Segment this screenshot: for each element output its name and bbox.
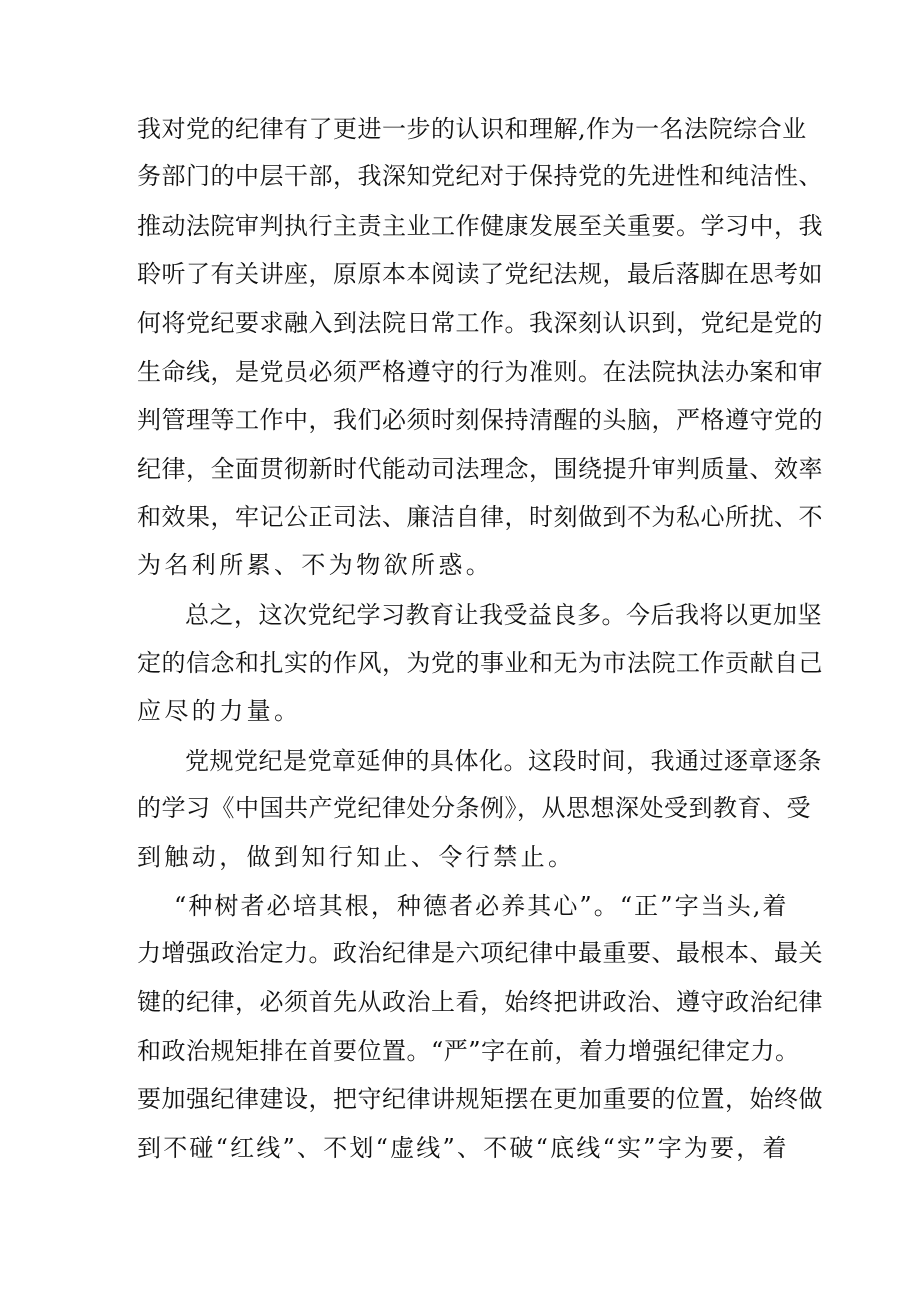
text-line: 应尽的力量。 [137, 697, 302, 725]
text-line: 要加强纪律建设，把守纪律讲规矩摆在更加重要的位置，始终做 [137, 1085, 823, 1113]
text-line: 推动法院审判执行主责主业工作健康发展至关重要。学习中，我 [137, 212, 823, 240]
text-line: 为名利所累、不为物欲所惑。 [137, 551, 494, 579]
text-line: 党规党纪是党章延伸的具体化。这段时间，我通过逐章逐条 [185, 747, 822, 775]
text-line: 纪律，全面贯彻新时代能动司法理念，围绕提升审判质量、效率 [137, 455, 823, 483]
text-line: “种树者必培其根，种德者必养其心”。“正”字当头,着 [174, 892, 787, 920]
text-line: 到不碰“红线”、不划“虚线”、不破“底线“实”字为要，着 [137, 1134, 787, 1162]
text-line: 力增强政治定力。政治纪律是六项纪律中最重要、最根本、最关 [137, 939, 823, 967]
text-line: 我对党的纪律有了更进一步的认识和理解,作为一名法院综合业 [137, 115, 807, 143]
text-line: 总之，这次党纪学习教育让我受益良多。今后我将以更加坚 [185, 601, 822, 629]
text-line: 和效果，牢记公正司法、廉洁自律，时刻做到不为私心所扰、不 [137, 503, 823, 531]
text-line: 到触动，做到知行知止、令行禁止。 [137, 843, 576, 871]
text-line: 定的信念和扎实的作风，为党的事业和无为市法院工作贡献自己 [137, 649, 823, 677]
text-line: 判管理等工作中，我们必须时刻保持清醒的头脑，严格遵守党的 [137, 406, 823, 434]
text-line: 聆听了有关讲座，原原本本阅读了党纪法规，最后落脚在思考如 [137, 260, 823, 288]
text-line: 务部门的中层干部，我深知党纪对于保持党的先进性和纯洁性、 [137, 162, 823, 190]
text-line: 的学习《中国共产党纪律处分条例》，从思想深处受到教育、受 [137, 794, 811, 822]
text-line: 键的纪律，必须首先从政治上看，始终把讲政治、遵守政治纪律 [137, 988, 823, 1016]
text-line: 何将党纪要求融入到法院日常工作。我深刻认识到，党纪是党的 [137, 309, 823, 337]
text-line: 和政治规矩排在首要位置。“严”字在前，着力增强纪律定力。 [137, 1037, 800, 1065]
text-line: 生命线，是党员必须严格遵守的行为准则。在法院执法办案和审 [137, 358, 823, 386]
